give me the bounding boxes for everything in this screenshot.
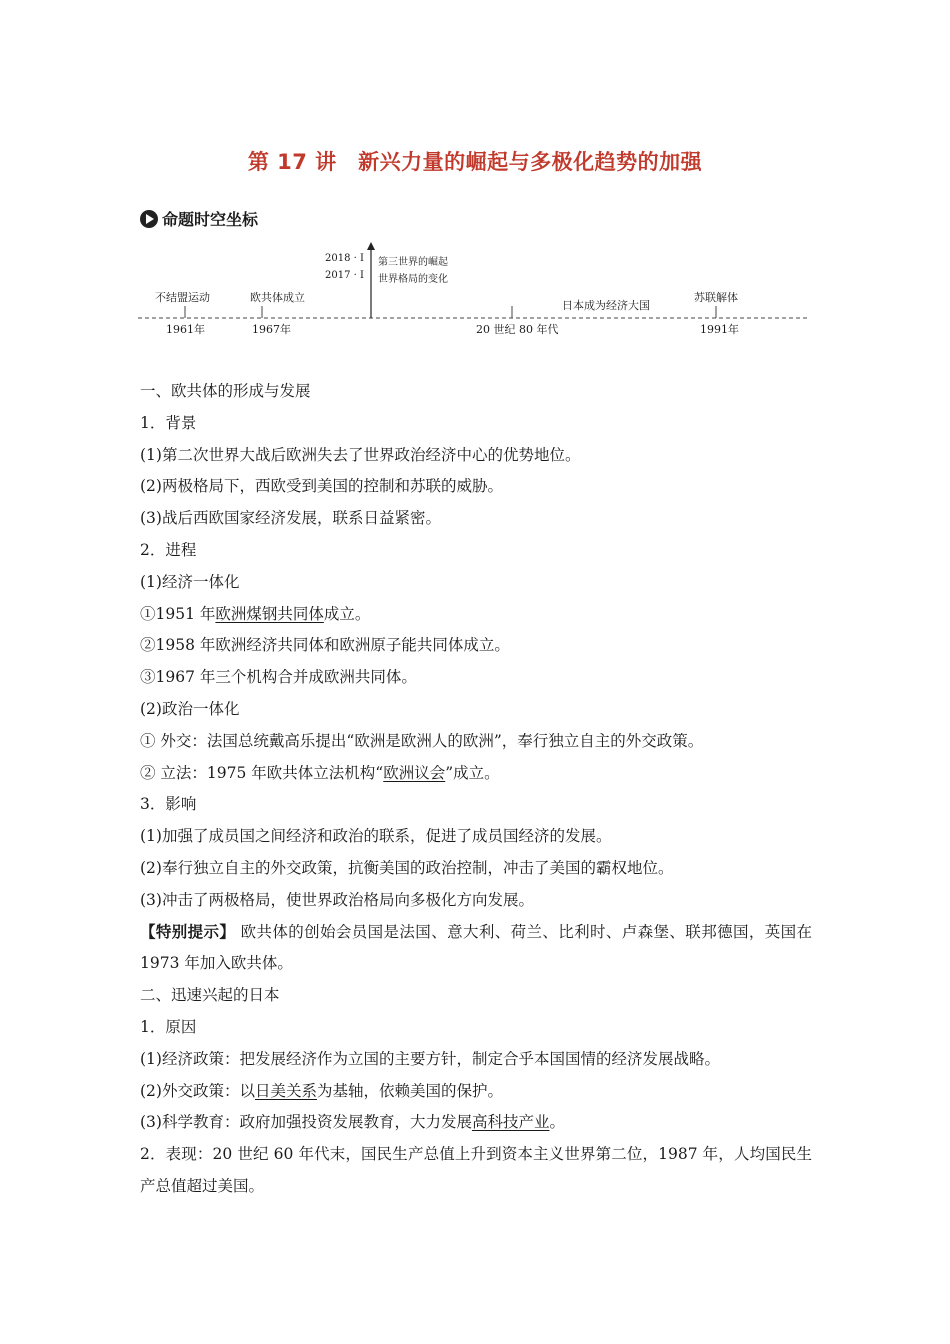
subheading: 3．影响 [140,795,197,814]
heading: 一、欧共体的形成与发展 [140,382,311,400]
list-item: (1)第二次世界大战后欧洲失去了世界政治经济中心的优势地位。 [140,445,581,464]
year-label: 1967年 [252,323,291,336]
year-label: 20 世纪 80 年代 [476,323,559,336]
list-item: ① 外交：法国总统戴高乐提出“欧洲是欧洲人的欧洲”，奉行独立自主的外交政策。 [140,731,704,750]
list-item: (3)冲击了两极格局，使世界政治格局向多极化方向发展。 [140,890,534,909]
special-tip [140,917,812,981]
year-label: 1991年 [700,323,739,336]
key-term: 欧洲议会 [383,763,446,782]
section-header [140,207,258,230]
list-item: (3)战后西欧国家经济发展，联系日益紧密。 [140,509,441,528]
key-term: 日美关系 [254,1081,317,1100]
subheading: 2．进程 [140,540,197,559]
arrow-note: 世界格局的变化 [378,274,448,285]
paragraph: 2．表现：20 世纪 60 年代末，国民生产总值上升到资本主义世界第二位，1987 年，人均国民生产总值超过美国。 [140,1145,812,1195]
list-item: (1)经济一体化 [140,572,240,591]
event-label: 苏联解体 [694,291,738,304]
timeline [130,240,820,340]
key-term: 高科技产业 [471,1113,550,1132]
list-item: (2)两极格局下，西欧受到美国的控制和苏联的威胁。 [140,477,503,496]
exam-tag: 2018 · Ⅰ [325,253,364,264]
list-item: ①1951 年欧洲煤钢共同体成立。 [140,604,371,623]
page-title: 第 17 讲 新兴力量的崛起与多极化趋势的加强 [247,150,703,174]
subheading: 1．背景 [140,413,197,432]
tip-text: 欧共体的创始会员国是法国、意大利、荷兰、比利时、卢森堡、联邦德国，英国在 1973 年加入欧共体。 [140,922,812,973]
content-body [140,376,812,1203]
list-item: ② 立法：1975 年欧共体立法机构“欧洲议会”成立。 [140,763,500,782]
event-label: 不结盟运动 [155,291,210,304]
list-item: ②1958 年欧洲经济共同体和欧洲原子能共同体成立。 [140,636,510,655]
list-item: ③1967 年三个机构合并成欧洲共同体。 [140,668,417,687]
list-item: (1)加强了成员国之间经济和政治的联系，促进了成员国经济的发展。 [140,827,612,846]
subheading: 1．原因 [140,1017,197,1036]
event-label: 日本成为经济大国 [562,299,650,312]
section-header-label: 命题时空坐标 [162,210,259,229]
list-item: (2)奉行独立自主的外交政策，抗衡美国的政治控制，冲击了美国的霸权地位。 [140,858,674,877]
key-term: 欧洲煤钢共同体 [215,604,324,623]
heading: 二、迅速兴起的日本 [140,986,280,1005]
list-item: (2)政治一体化 [140,699,240,718]
exam-tag: 2017 · Ⅰ [325,270,364,281]
play-circle-icon [140,210,158,228]
list-item: (2)外交政策：以日美关系为基轴，依赖美国的保护。 [140,1081,503,1100]
year-label: 1961年 [166,323,205,336]
arrow-note: 第三世界的崛起 [378,257,448,268]
event-label: 欧共体成立 [250,291,305,304]
tip-label: 【特别提示】 [140,922,236,941]
arrow-head-icon [367,242,375,250]
list-item: (1)经济政策：把发展经济作为立国的主要方针，制定合乎本国国情的经济发展战略。 [140,1049,720,1068]
list-item: (3)科学教育：政府加强投资发展教育，大力发展高科技产业。 [140,1113,565,1132]
